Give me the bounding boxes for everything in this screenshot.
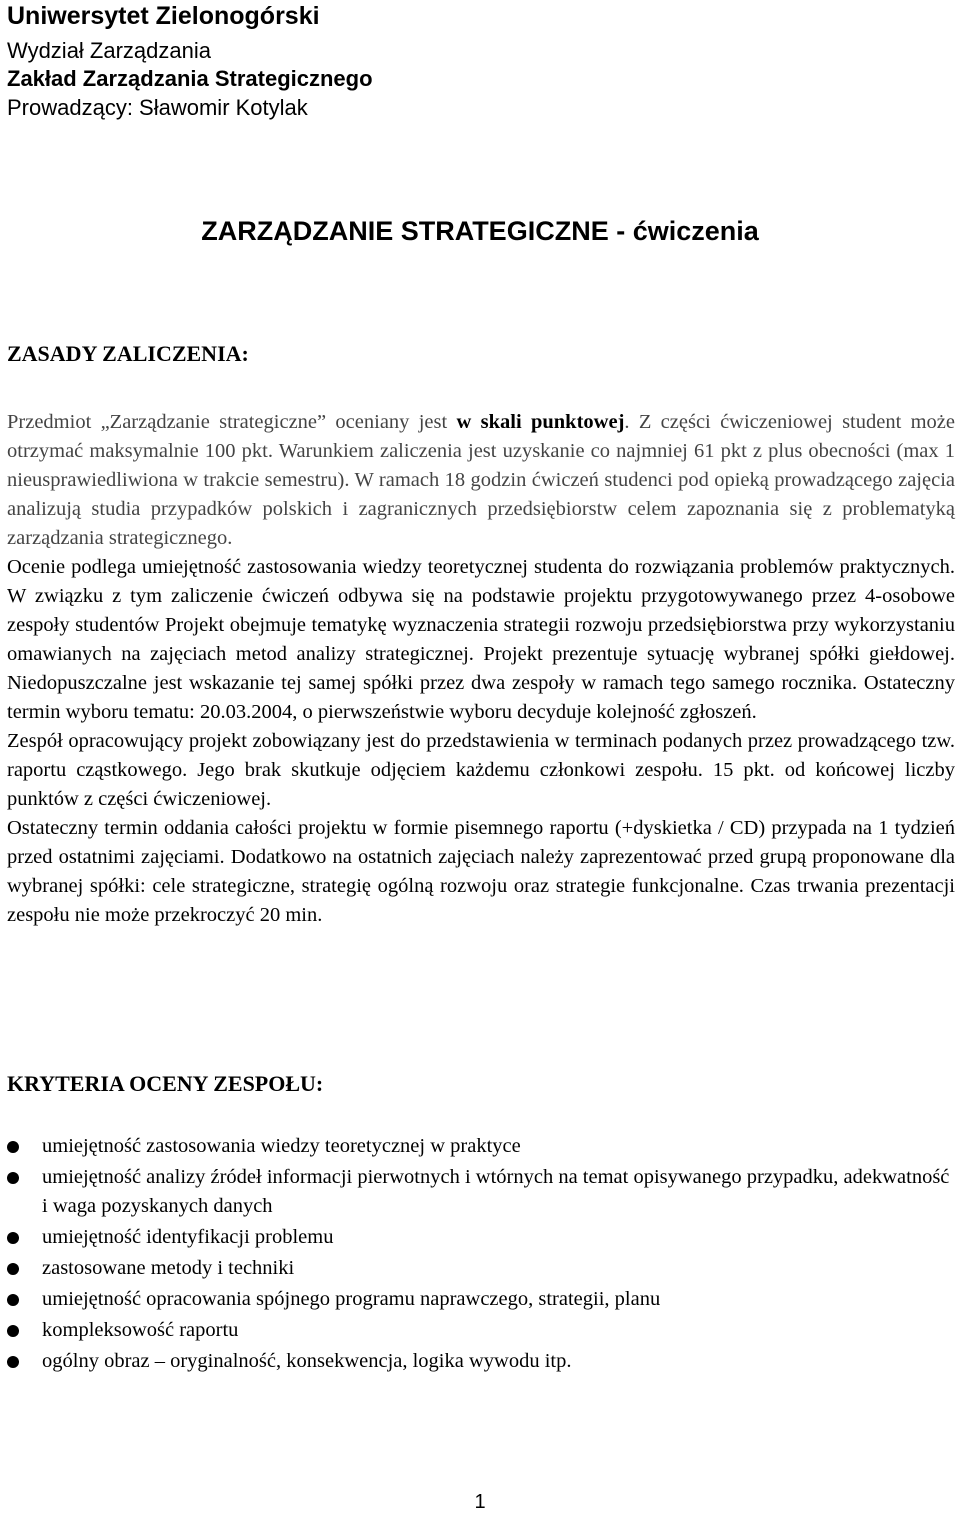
rules-heading: ZASADY ZALICZENIA: xyxy=(7,341,249,366)
list-item-text: umiejętność zastosowania wiedzy teoretycznej w praktyce xyxy=(42,1135,521,1157)
lecturer-name: Prowadzący: Sławomir Kotylak xyxy=(7,95,308,120)
rules-paragraph-3: Zespół opracowujący projekt zobowiązany jest do przedstawienia w terminach podanych przez prowadzącego tzw. raportu cząstkowego. Jego brak skutkuje odjęciem każdemu członkowi zespołu. 15 pkt. od końcowej liczby punktów z części ćwiczeniowej. xyxy=(7,730,955,810)
bullet-icon xyxy=(7,1172,19,1184)
list-item xyxy=(7,1254,955,1283)
list-item xyxy=(7,1132,955,1161)
rules-p1-start: Przedmiot „Zarządzanie strategiczne” oceniany jest xyxy=(7,411,448,433)
bullet-icon xyxy=(7,1263,19,1275)
list-item xyxy=(7,1347,955,1376)
department-name: Zakład Zarządzania Strategicznego xyxy=(7,66,373,91)
rules-paragraph-1 xyxy=(7,408,955,553)
list-item-text: umiejętność identyfikacji problemu xyxy=(42,1226,334,1248)
page-number: 1 xyxy=(474,1491,486,1513)
list-item-text: umiejętność opracowania spójnego programu naprawczego, strategii, planu xyxy=(42,1288,661,1310)
rules-paragraph-2: Ocenie podlega umiejętność zastosowania wiedzy teoretycznej studenta do rozwiązania problemów praktycznych. W związku z tym zaliczenie ćwiczeń odbywa się na podstawie projektu przygotowywanego przez 4-osobowe zespoły studentów Projekt obejmuje tematykę wyznaczenia strategii rozwoju przedsiębiorstwa przy wykorzystaniu omawianych na zajęciach metod analizy strategicznej. Projekt prezentuje sytuację wybranej spółki giełdowej. Niedopuszczalne jest wskazanie tej samej spółki przez dwa zespoły w ramach tego samego rocznika. Ostateczny termin wyboru tematu: 20.03.2004, o pierwszeństwie wyboru decyduje kolejność zgłoszeń. xyxy=(7,556,955,723)
bullet-icon xyxy=(7,1141,19,1153)
list-item xyxy=(7,1163,955,1221)
criteria-heading: KRYTERIA OCENY ZESPOŁU: xyxy=(7,1071,324,1096)
bullet-icon xyxy=(7,1325,19,1337)
list-item-text: umiejętność analizy źródeł informacji pierwotnych i wtórnych na temat opisywanego przypadku, adekwatność i waga pozyskanych danych xyxy=(42,1166,950,1217)
criteria-list xyxy=(7,1132,955,1378)
document-title: ZARZĄDZANIE STRATEGICZNE - ćwiczenia xyxy=(201,216,759,246)
bullet-icon xyxy=(7,1294,19,1306)
university-name: Uniwersytet Zielonogórski xyxy=(7,2,320,30)
list-item-text: ogólny obraz – oryginalność, konsekwencja, logika wywodu itp. xyxy=(42,1350,572,1372)
rules-p1-bold: w skali punktowej xyxy=(456,411,625,433)
list-item xyxy=(7,1285,955,1314)
list-item-text: kompleksowość raportu xyxy=(42,1319,239,1341)
bullet-icon xyxy=(7,1356,19,1368)
list-item xyxy=(7,1223,955,1252)
rules-p1-end: . Z części ćwiczeniowej student może otrzymać maksymalnie 100 pkt. Warunkiem zaliczenia jest uzyskanie co najmniej 61 pkt z plus obecności (max 1 nieusprawiedliwiona w trakcie semestru). W ramach 18 godzin ćwiczeń studenci pod opieką prowadzącego zajęcia analizują studia przypadków polskich i zagranicznych przedsiębiorstw celem zapoznania się z problematyką zarządzania strategicznego. xyxy=(7,411,955,549)
list-item-text: zastosowane metody i techniki xyxy=(42,1257,295,1279)
bullet-icon xyxy=(7,1232,19,1244)
rules-paragraph-4: Ostateczny termin oddania całości projektu w formie pisemnego raportu (+dyskietka / CD) przypada na 1 tydzień przed ostatnimi zajęciami. Dodatkowo na ostatnich zajęciach należy zaprezentować przed grupą proponowane dla wybranej spółki: cele strategiczne, strategię ogólną rozwoju oraz strategie funkcjonalne. Czas trwania prezentacji zespołu nie może przekroczyć 20 min. xyxy=(7,817,955,926)
faculty-name: Wydział Zarządzania xyxy=(7,38,211,63)
rules-body xyxy=(7,408,955,930)
list-item xyxy=(7,1316,955,1345)
